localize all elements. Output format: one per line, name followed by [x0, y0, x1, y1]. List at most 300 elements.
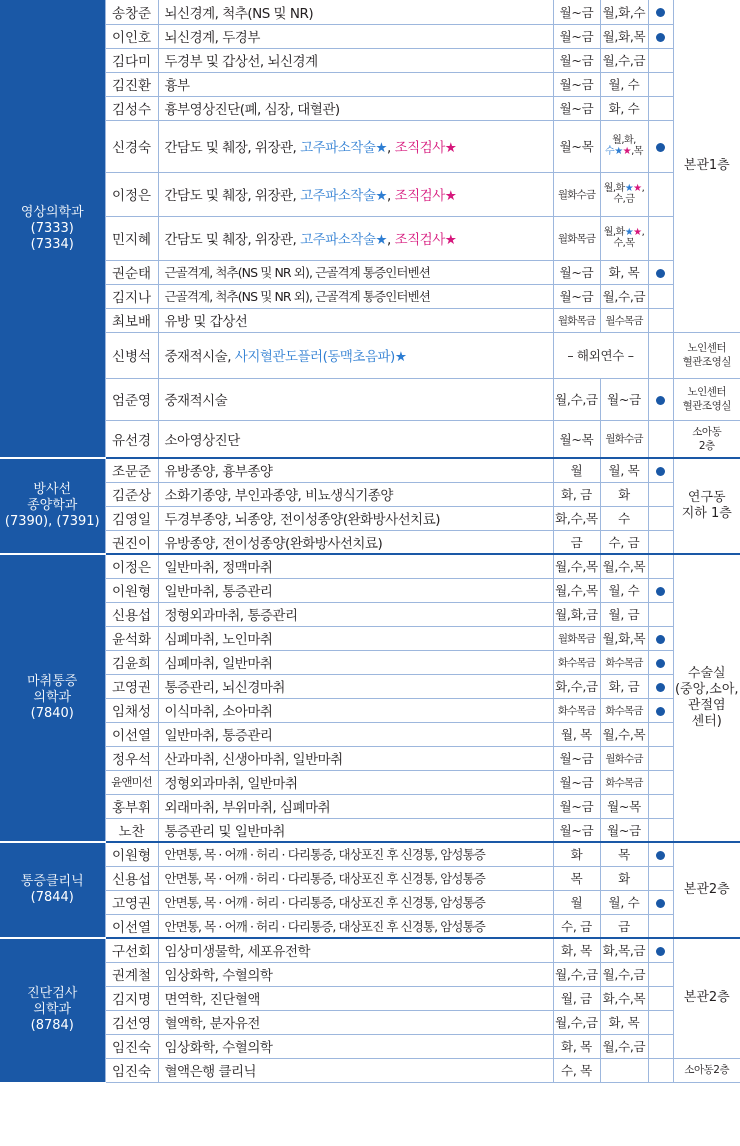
surgery-day-marker	[648, 72, 673, 96]
specialty-text: 유방 및 갑상선	[164, 314, 248, 330]
schedule-clinic: 월~금	[553, 284, 600, 308]
specialty	[158, 482, 553, 506]
specialty-text: 두경부 및 갑상선, 뇌신경계	[164, 54, 318, 70]
schedule-procedure: 화, 목	[600, 1010, 648, 1034]
schedule-clinic: 월	[553, 458, 600, 482]
table-row	[0, 0, 740, 24]
specialty	[158, 722, 553, 746]
specialty-text: 뇌신경계, 척추(NS 및 NR)	[164, 5, 314, 22]
schedule-line: 월,화,	[612, 135, 636, 146]
schedule-procedure: 화,수,목	[600, 986, 648, 1010]
doctor-name: 이원형	[105, 578, 158, 602]
table-row	[0, 530, 740, 554]
specialty	[158, 420, 553, 458]
specialty-text: 혈액은행 클리닉	[164, 1064, 257, 1080]
doctor-name: 신용섭	[105, 602, 158, 626]
schedule-clinic: 월~금	[553, 794, 600, 818]
schedule-procedure: 월,수,금	[600, 1034, 648, 1058]
surgery-day-marker	[648, 0, 673, 24]
specialty	[158, 506, 553, 530]
specialty-text: 흉부	[164, 78, 190, 94]
specialty-text: 뇌신경계, 두경부	[164, 30, 260, 46]
schedule-procedure: 월화수금	[600, 420, 648, 458]
specialty	[158, 914, 553, 938]
specialty-text: 유방종양, 흉부종양	[164, 464, 273, 481]
schedule-clinic: 화,수,목	[553, 506, 600, 530]
surgery-day-marker	[648, 172, 673, 216]
surgery-day-marker	[648, 260, 673, 284]
schedule-clinic: 월,화,금	[553, 602, 600, 626]
doctor-name: 이인호	[105, 24, 158, 48]
schedule-clinic: 월~금	[553, 72, 600, 96]
schedule-procedure: 화수목금	[600, 698, 648, 722]
table-row	[0, 284, 740, 308]
surgery-day-marker	[648, 866, 673, 890]
doctor-name: 조문준	[105, 458, 158, 482]
dot-icon	[656, 33, 665, 42]
doctor-name: 유선경	[105, 420, 158, 458]
schedule-procedure: 월, 목	[600, 458, 648, 482]
schedule-clinic: 수, 금	[553, 914, 600, 938]
specialty-text: 흉부영상진단(폐, 심장, 대혈관)	[164, 102, 340, 118]
schedule-line: 월,화★★,	[603, 227, 645, 238]
specialty	[158, 1058, 553, 1082]
specialty-biopsy: 조직검사★	[394, 232, 457, 248]
department-cell	[0, 554, 105, 842]
specialty	[158, 650, 553, 674]
schedule-clinic: 월~목	[553, 120, 600, 172]
surgery-day-marker	[648, 96, 673, 120]
schedule-clinic: 월~목	[553, 420, 600, 458]
schedule-procedure: 월, 수	[600, 72, 648, 96]
specialty	[158, 458, 553, 482]
specialty	[158, 626, 553, 650]
surgery-day-marker	[648, 818, 673, 842]
schedule-procedure: 목	[600, 842, 648, 866]
surgery-day-marker	[648, 674, 673, 698]
table-row	[0, 698, 740, 722]
specialty-separator: ,	[386, 232, 395, 248]
schedule-status: – 해외연수 –	[553, 332, 648, 378]
specialty-text: 안면통, 목 · 어깨 · 허리 · 다리통증, 대상포진 후 신경통, 암성통증	[164, 847, 485, 863]
doctor-name: 권진이	[105, 530, 158, 554]
schedule-procedure: 월화수금	[600, 746, 648, 770]
table-row	[0, 332, 740, 378]
surgery-day-marker	[648, 1034, 673, 1058]
table-row	[0, 420, 740, 458]
department-cell	[0, 938, 105, 1082]
specialty	[158, 0, 553, 24]
location-cell: 본관2층	[673, 842, 740, 938]
surgery-day-marker	[648, 120, 673, 172]
specialty-text: 안면통, 목 · 어깨 · 허리 · 다리통증, 대상포진 후 신경통, 암성통증	[164, 871, 485, 886]
surgery-day-marker	[648, 332, 673, 378]
surgery-day-marker	[648, 482, 673, 506]
table-row	[0, 722, 740, 746]
dot-icon	[656, 851, 665, 860]
specialty	[158, 818, 553, 842]
table-row	[0, 746, 740, 770]
specialty-text: 혈액학, 분자유전	[164, 1016, 260, 1032]
specialty-biopsy: 조직검사★	[394, 140, 457, 156]
doctor-name: 송창준	[105, 0, 158, 24]
table-row	[0, 914, 740, 938]
specialty-text: 간담도 및 췌장, 위장관,	[164, 232, 301, 248]
schedule-procedure: 월~목	[600, 794, 648, 818]
surgery-day-marker	[648, 794, 673, 818]
doctor-name: 엄준영	[105, 378, 158, 420]
specialty-text: 정형외과마취, 통증관리	[164, 608, 298, 624]
doctor-name: 고영권	[105, 890, 158, 914]
schedule-procedure: 화	[600, 866, 648, 890]
schedule-clinic: 월화목금	[553, 308, 600, 332]
doctor-name: 김진환	[105, 72, 158, 96]
doctor-name: 홍부휘	[105, 794, 158, 818]
specialty	[158, 1010, 553, 1034]
table-row	[0, 554, 740, 578]
specialty-text: 근골격계, 척추(NS 및 NR 외), 근골격계 통증인터벤션	[164, 289, 430, 304]
schedule-clinic: 월~금	[553, 770, 600, 794]
specialty	[158, 986, 553, 1010]
schedule-procedure: 화, 수	[600, 96, 648, 120]
specialty-text: 유방종양, 전이성종양(완화방사선치료)	[164, 535, 383, 552]
table-row	[0, 1058, 740, 1082]
location-cell: 노인센터 혈관조영실	[673, 332, 740, 378]
doctor-name: 김지명	[105, 986, 158, 1010]
table-row	[0, 120, 740, 172]
schedule-procedure	[600, 216, 648, 260]
table-row	[0, 842, 740, 866]
schedule-clinic: 수, 목	[553, 1058, 600, 1082]
table-row	[0, 1034, 740, 1058]
schedule-procedure: 금	[600, 914, 648, 938]
doctor-name: 임진숙	[105, 1058, 158, 1082]
schedule-clinic: 월화목금	[553, 626, 600, 650]
dot-icon	[656, 683, 665, 692]
table-row	[0, 818, 740, 842]
specialty-text: 통증관리 및 일반마취	[164, 823, 285, 840]
surgery-day-marker	[648, 1010, 673, 1034]
specialty-text: 정형외과마취, 일반마취	[164, 776, 298, 792]
table-row	[0, 172, 740, 216]
schedule-procedure: 월,화,목	[600, 24, 648, 48]
dot-icon	[656, 899, 665, 908]
star-marks: ★★	[614, 146, 632, 157]
schedule-clinic: 월~금	[553, 96, 600, 120]
department-cell	[0, 842, 105, 938]
specialty-text: 안면통, 목 · 어깨 · 허리 · 다리통증, 대상포진 후 신경통, 암성통증	[164, 895, 485, 910]
specialty-text: 통증관리, 뇌신경마취	[164, 680, 285, 696]
surgery-day-marker	[648, 308, 673, 332]
department-extension: (7390), (7391)	[4, 514, 100, 529]
surgery-day-marker	[648, 722, 673, 746]
specialty	[158, 216, 553, 260]
schedule-clinic: 화, 목	[553, 1034, 600, 1058]
schedule-procedure: 화	[600, 482, 648, 506]
doctor-name: 고영권	[105, 674, 158, 698]
location-cell: 본관2층	[673, 938, 740, 1058]
table-row	[0, 48, 740, 72]
surgery-day-marker	[648, 890, 673, 914]
surgery-day-marker	[648, 770, 673, 794]
specialty	[158, 554, 553, 578]
doctor-name: 김다미	[105, 48, 158, 72]
schedule-clinic: 월,수,목	[553, 554, 600, 578]
doctor-name: 권계철	[105, 962, 158, 986]
doctor-name: 노찬	[105, 818, 158, 842]
schedule-procedure: 월, 수	[600, 890, 648, 914]
schedule-procedure	[600, 1058, 648, 1082]
doctor-name: 정우석	[105, 746, 158, 770]
surgery-day-marker	[648, 554, 673, 578]
dot-icon	[656, 269, 665, 278]
specialty-text: 이식마취, 소아마취	[164, 704, 273, 720]
dot-icon	[656, 587, 665, 596]
department-name: 통증클리닉	[20, 874, 84, 889]
specialty	[158, 120, 553, 172]
department-extension: (7840)	[30, 706, 74, 721]
doctor-name: 신용섭	[105, 866, 158, 890]
surgery-day-marker	[648, 626, 673, 650]
schedule-procedure: 수, 금	[600, 530, 648, 554]
schedule-procedure: 월,수,금	[600, 962, 648, 986]
specialty	[158, 530, 553, 554]
surgery-day-marker	[648, 1058, 673, 1082]
schedule-clinic: 월, 목	[553, 722, 600, 746]
schedule-procedure: 월,화,수	[600, 0, 648, 24]
doctor-name: 최보배	[105, 308, 158, 332]
department-cell	[0, 458, 105, 554]
table-row	[0, 72, 740, 96]
specialty	[158, 842, 553, 866]
specialty	[158, 674, 553, 698]
star-marks: ★★	[624, 183, 642, 194]
specialty-text: 심폐마취, 일반마취	[164, 656, 273, 672]
schedule-procedure: 월,수,금	[600, 48, 648, 72]
table-row	[0, 890, 740, 914]
dot-icon	[656, 659, 665, 668]
schedule-clinic: 화수목금	[553, 650, 600, 674]
specialty	[158, 96, 553, 120]
doctor-name: 김지나	[105, 284, 158, 308]
schedule-clinic: 목	[553, 866, 600, 890]
table-row	[0, 216, 740, 260]
specialty	[158, 746, 553, 770]
specialty	[158, 794, 553, 818]
schedule-procedure: 월,화,목	[600, 626, 648, 650]
location-cell: 소아동2층	[673, 1058, 740, 1082]
specialty-text: 임상화학, 수혈의학	[164, 968, 273, 984]
dot-icon	[656, 707, 665, 716]
surgery-day-marker	[648, 216, 673, 260]
doctor-name: 이정은	[105, 554, 158, 578]
schedule-procedure: 화, 목	[600, 260, 648, 284]
dot-icon	[656, 396, 665, 405]
surgery-day-marker	[648, 530, 673, 554]
doctor-name: 민지혜	[105, 216, 158, 260]
schedule-line: 수,목	[613, 238, 635, 249]
schedule-clinic: 월~금	[553, 818, 600, 842]
specialty-text: 면역학, 진단혈액	[164, 992, 260, 1008]
table-row	[0, 962, 740, 986]
location-cell: 노인센터 혈관조영실	[673, 378, 740, 420]
surgery-day-marker	[648, 842, 673, 866]
specialty	[158, 172, 553, 216]
specialty	[158, 24, 553, 48]
schedule-clinic: 월~금	[553, 48, 600, 72]
doctor-name: 구선회	[105, 938, 158, 962]
table-row	[0, 674, 740, 698]
surgery-day-marker	[648, 506, 673, 530]
table-row	[0, 770, 740, 794]
dot-icon	[656, 635, 665, 644]
department-extension: (8784)	[30, 1018, 74, 1034]
schedule-clinic: 월~금	[553, 24, 600, 48]
surgery-day-marker	[648, 938, 673, 962]
table-row	[0, 1010, 740, 1034]
doctor-name: 신경숙	[105, 120, 158, 172]
schedule-procedure: 월~금	[600, 378, 648, 420]
schedule-clinic: 화	[553, 842, 600, 866]
schedule-line: 월,화★★,	[603, 183, 645, 194]
schedule-clinic: 월,수,금	[553, 962, 600, 986]
location-cell: 수술실 (중앙,소아, 관절염 센터)	[673, 554, 740, 842]
specialty-text: 간담도 및 췌장, 위장관,	[164, 188, 301, 204]
surgery-day-marker	[648, 986, 673, 1010]
table-row	[0, 866, 740, 890]
specialty	[158, 770, 553, 794]
doctor-name: 이정은	[105, 172, 158, 216]
doctor-name: 김영일	[105, 506, 158, 530]
schedule-procedure: 월,수,목	[600, 554, 648, 578]
schedule-procedure: 월~금	[600, 818, 648, 842]
specialty-text: 두경부종양, 뇌종양, 전이성종양(완화방사선치료)	[164, 512, 441, 528]
table-row	[0, 986, 740, 1010]
specialty	[158, 578, 553, 602]
doctor-name: 임채성	[105, 698, 158, 722]
specialty-text: 소화기종양, 부인과종양, 비뇨생식기종양	[164, 488, 393, 504]
table-row	[0, 794, 740, 818]
department-name: 방사선 종양학과	[27, 482, 78, 513]
specialty	[158, 48, 553, 72]
table-row	[0, 308, 740, 332]
location-cell: 본관1층	[673, 0, 740, 332]
schedule-clinic: 금	[553, 530, 600, 554]
specialty-text: 임상미생물학, 세포유전학	[164, 944, 311, 961]
schedule-procedure	[600, 120, 648, 172]
table-row	[0, 650, 740, 674]
doctor-name: 이원형	[105, 842, 158, 866]
specialty-text: 중재적시술,	[164, 349, 235, 365]
table-row	[0, 506, 740, 530]
table-row	[0, 24, 740, 48]
schedule-procedure	[600, 172, 648, 216]
specialty-separator: ,	[386, 140, 395, 156]
specialty-procedure: 사지혈관도플러(동맥초음파)★	[234, 349, 407, 365]
schedule-clinic: 월화목금	[553, 216, 600, 260]
specialty	[158, 602, 553, 626]
schedule-line: 수,금	[613, 194, 635, 205]
schedule-procedure: 월,수,목	[600, 722, 648, 746]
specialty-procedure: 고주파소작술★	[300, 232, 387, 248]
department-name: 마취통증 의학과	[27, 674, 78, 705]
dot-icon	[656, 467, 665, 476]
dot-icon	[656, 947, 665, 956]
location-cell: 연구동 지하 1층	[673, 458, 740, 554]
table-row	[0, 626, 740, 650]
specialty-biopsy: 조직검사★	[394, 188, 457, 204]
location-cell: 소아동 2층	[673, 420, 740, 458]
specialty-text: 일반마취, 정맥마취	[164, 560, 273, 577]
doctor-name: 김성수	[105, 96, 158, 120]
schedule-clinic: 화, 목	[553, 938, 600, 962]
specialty	[158, 260, 553, 284]
schedule-procedure: 화수목금	[600, 770, 648, 794]
table-row	[0, 458, 740, 482]
specialty-procedure: 고주파소작술★	[300, 140, 387, 156]
doctor-name: 이선열	[105, 914, 158, 938]
specialty-text: 심폐마취, 노인마취	[164, 632, 273, 648]
schedule-procedure: 수	[600, 506, 648, 530]
specialty-text: 외래마취, 부위마취, 심폐마취	[164, 800, 331, 816]
surgery-day-marker	[648, 48, 673, 72]
schedule-clinic: 월화수금	[553, 172, 600, 216]
surgery-day-marker	[648, 378, 673, 420]
department-extension: (7333) (7334)	[30, 220, 74, 252]
table-row	[0, 378, 740, 420]
specialty-separator: ,	[386, 188, 395, 204]
specialty-procedure: 고주파소작술★	[300, 188, 387, 204]
schedule-clinic: 월~금	[553, 260, 600, 284]
surgery-day-marker	[648, 284, 673, 308]
schedule-procedure: 화,목,금	[600, 938, 648, 962]
schedule-clinic: 월,수,목	[553, 578, 600, 602]
specialty-text: 안면통, 목 · 어깨 · 허리 · 다리통증, 대상포진 후 신경통, 암성통증	[164, 918, 485, 934]
schedule-procedure: 월, 수	[600, 578, 648, 602]
specialty-text: 근골격계, 척추(NS 및 NR 외), 근골격계 통증인터벤션	[164, 265, 430, 280]
doctor-name: 권순태	[105, 260, 158, 284]
surgery-day-marker	[648, 698, 673, 722]
specialty-text: 일반마취, 통증관리	[164, 584, 273, 600]
schedule-clinic: 화, 금	[553, 482, 600, 506]
specialty-text: 중재적시술	[164, 393, 228, 409]
department-cell	[0, 0, 105, 458]
schedule-clinic: 월	[553, 890, 600, 914]
specialty-text: 임상화학, 수혈의학	[164, 1040, 273, 1056]
doctor-name: 김준상	[105, 482, 158, 506]
dot-icon	[656, 8, 665, 17]
surgery-day-marker	[648, 578, 673, 602]
surgery-day-marker	[648, 420, 673, 458]
department-extension: (7844)	[30, 890, 74, 905]
table-row	[0, 938, 740, 962]
schedule-procedure: 월, 금	[600, 602, 648, 626]
dot-icon	[656, 143, 665, 152]
doctor-name: 이선열	[105, 722, 158, 746]
surgery-day-marker	[648, 602, 673, 626]
schedule-clinic: 월~금	[553, 0, 600, 24]
schedule-line: 수★★,목	[605, 146, 643, 157]
surgery-day-marker	[648, 458, 673, 482]
table-row	[0, 602, 740, 626]
surgery-day-marker	[648, 746, 673, 770]
specialty	[158, 378, 553, 420]
surgery-day-marker	[648, 650, 673, 674]
surgery-day-marker	[648, 24, 673, 48]
table-row	[0, 260, 740, 284]
table-row	[0, 482, 740, 506]
schedule-procedure: 화, 금	[600, 674, 648, 698]
